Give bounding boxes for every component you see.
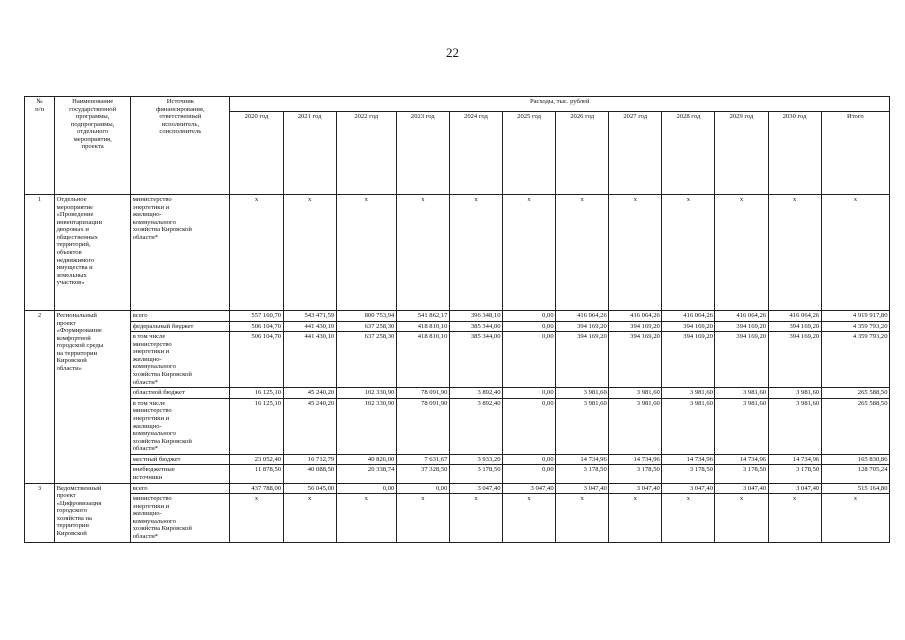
header-year: 2028 год	[662, 112, 715, 195]
value-cell: 3 047,40	[768, 483, 821, 494]
value-cell: 40 088,50	[283, 465, 336, 483]
value-cell: 0,00	[503, 332, 556, 388]
table-row	[25, 483, 890, 494]
header-year: 2029 год	[715, 112, 768, 195]
value-cell: x	[821, 494, 889, 542]
value-cell: 14 734,96	[715, 454, 768, 465]
value-cell: x	[336, 494, 396, 542]
value-cell: 16 125,10	[230, 398, 283, 454]
value-cell: 11 878,50	[230, 465, 283, 483]
value-cell: 394 169,20	[609, 321, 662, 332]
table-row	[25, 465, 890, 483]
row-source: федеральный бюджет	[131, 321, 230, 332]
value-cell: 3 047,40	[503, 483, 556, 494]
row-source: министерство энергетики и жилищно- коммунального хозяйства Кировской области*	[131, 195, 230, 311]
value-cell: 416 064,26	[609, 311, 662, 322]
value-cell: 0,00	[336, 483, 396, 494]
table-row	[25, 332, 890, 388]
value-cell: x	[768, 195, 821, 311]
value-cell: 0,00	[503, 465, 556, 483]
value-cell: 14 734,96	[768, 454, 821, 465]
value-cell: 3 981,60	[768, 398, 821, 454]
value-cell: x	[336, 195, 396, 311]
value-cell: 441 430,10	[283, 321, 336, 332]
value-cell: 14 734,96	[556, 454, 609, 465]
value-cell: 0,00	[503, 321, 556, 332]
row-number: 2	[25, 311, 55, 484]
value-cell: 3 178,50	[768, 465, 821, 483]
value-cell: 394 169,20	[662, 332, 715, 388]
value-cell: 418 810,10	[396, 321, 449, 332]
header-num: № п/п	[25, 97, 55, 195]
value-cell: 4 359 793,20	[821, 332, 889, 388]
value-cell: 3 047,40	[556, 483, 609, 494]
value-cell: x	[556, 195, 609, 311]
value-cell: x	[449, 494, 502, 542]
value-cell: 78 091,90	[396, 388, 449, 399]
value-cell: 102 330,90	[336, 398, 396, 454]
row-source: в том числе министерство энергетики и жилищно- коммунального хозяйства Кировской области*	[131, 398, 230, 454]
value-cell: 3 981,60	[768, 388, 821, 399]
value-cell: 265 588,50	[821, 398, 889, 454]
value-cell: 3 981,60	[715, 398, 768, 454]
value-cell: x	[283, 195, 336, 311]
value-cell: 45 240,20	[283, 398, 336, 454]
value-cell: 3 981,60	[609, 388, 662, 399]
value-cell: 541 862,17	[396, 311, 449, 322]
value-cell: 37 328,50	[396, 465, 449, 483]
value-cell: 3 178,50	[556, 465, 609, 483]
row-source: министерство энергетики и жилищно- коммунального хозяйства Кировской области*	[131, 494, 230, 542]
value-cell: 394 169,20	[715, 321, 768, 332]
value-cell: 3 047,40	[662, 483, 715, 494]
row-number: 3	[25, 483, 55, 542]
value-cell: 3 178,50	[715, 465, 768, 483]
value-cell: 3 981,60	[556, 398, 609, 454]
value-cell: 3 178,50	[662, 465, 715, 483]
value-cell: 437 788,00	[230, 483, 283, 494]
value-cell: 394 169,20	[556, 321, 609, 332]
row-source: всего	[131, 483, 230, 494]
header-source: Источник финансирования, ответственный исполнитель, соисполнитель	[131, 97, 230, 195]
value-cell: 14 734,96	[662, 454, 715, 465]
value-cell: 3 178,50	[449, 465, 502, 483]
value-cell: 557 160,70	[230, 311, 283, 322]
value-cell: 3 933,20	[449, 454, 502, 465]
value-cell: 385 344,00	[449, 332, 502, 388]
value-cell: 40 826,00	[336, 454, 396, 465]
value-cell: 0,00	[503, 388, 556, 399]
value-cell: 416 064,26	[556, 311, 609, 322]
value-cell: 3 981,60	[609, 398, 662, 454]
value-cell: 394 169,20	[768, 321, 821, 332]
value-cell: 394 169,20	[662, 321, 715, 332]
table-row	[25, 321, 890, 332]
value-cell: 3 981,60	[662, 398, 715, 454]
value-cell: 23 052,40	[230, 454, 283, 465]
value-cell: 3 047,40	[715, 483, 768, 494]
header-total: Итого	[821, 112, 889, 195]
value-cell: x	[715, 494, 768, 542]
value-cell: 416 064,26	[662, 311, 715, 322]
page-number: 22	[446, 45, 459, 60]
value-cell: 416 064,26	[715, 311, 768, 322]
table-row	[25, 311, 890, 322]
row-source: областной бюджет	[131, 388, 230, 399]
value-cell: 56 045,00	[283, 483, 336, 494]
value-cell: 441 430,10	[283, 332, 336, 388]
value-cell: x	[503, 494, 556, 542]
value-cell: 20 338,74	[336, 465, 396, 483]
value-cell: 102 330,90	[336, 388, 396, 399]
value-cell: x	[503, 195, 556, 311]
header-year: 2030 год	[768, 112, 821, 195]
value-cell: 3 892,40	[449, 388, 502, 399]
table-row	[25, 454, 890, 465]
value-cell: 3 981,60	[715, 388, 768, 399]
value-cell: 416 064,26	[768, 311, 821, 322]
row-name: Региональный проект «Формирование комфортной городской среды на территории Кировской области»	[55, 311, 131, 484]
value-cell: 637 258,30	[336, 321, 396, 332]
value-cell: 394 169,20	[609, 332, 662, 388]
value-cell: 3 178,50	[609, 465, 662, 483]
row-source: внебюджетные источники	[131, 465, 230, 483]
value-cell: 515 164,80	[821, 483, 889, 494]
value-cell: 4 919 917,80	[821, 311, 889, 322]
value-cell: 128 705,24	[821, 465, 889, 483]
value-cell: 396 348,10	[449, 311, 502, 322]
table-row	[25, 388, 890, 399]
table-row	[25, 195, 890, 311]
value-cell: x	[230, 195, 283, 311]
value-cell: 394 169,20	[556, 332, 609, 388]
value-cell: x	[396, 494, 449, 542]
value-cell: x	[715, 195, 768, 311]
value-cell: 385 344,00	[449, 321, 502, 332]
value-cell: x	[609, 494, 662, 542]
header-year: 2023 год	[396, 112, 449, 195]
value-cell: 418 810,10	[396, 332, 449, 388]
value-cell: 14 734,96	[609, 454, 662, 465]
value-cell: 543 471,59	[283, 311, 336, 322]
value-cell: 7 631,67	[396, 454, 449, 465]
value-cell: x	[609, 195, 662, 311]
value-cell: 800 753,94	[336, 311, 396, 322]
value-cell: x	[662, 195, 715, 311]
row-number: 1	[25, 195, 55, 311]
value-cell: 0,00	[396, 483, 449, 494]
value-cell: 3 047,40	[449, 483, 502, 494]
value-cell: 78 091,90	[396, 398, 449, 454]
header-name: Наименование государственной программы, подпрограммы, отдельного мероприятия, проекта	[55, 97, 131, 195]
header-year: 2026 год	[556, 112, 609, 195]
header-expenses: Расходы, тыс. рублей	[230, 97, 890, 112]
value-cell: 0,00	[503, 311, 556, 322]
row-name: Ведомственный проект «Цифровизация городского хозяйства на территории Кировской	[55, 483, 131, 542]
header-year: 2024 год	[449, 112, 502, 195]
value-cell: 16 125,10	[230, 388, 283, 399]
header-year: 2021 год	[283, 112, 336, 195]
table-row	[25, 494, 890, 542]
header-year: 2027 год	[609, 112, 662, 195]
value-cell: x	[396, 195, 449, 311]
value-cell: x	[230, 494, 283, 542]
header-year: 2025 год	[503, 112, 556, 195]
value-cell: 3 981,60	[662, 388, 715, 399]
value-cell: 265 588,50	[821, 388, 889, 399]
value-cell: 394 169,20	[715, 332, 768, 388]
value-cell: x	[283, 494, 336, 542]
budget-table	[24, 96, 890, 543]
value-cell: x	[768, 494, 821, 542]
value-cell: 3 892,40	[449, 398, 502, 454]
value-cell: 506 104,70	[230, 332, 283, 388]
header-year: 2022 год	[336, 112, 396, 195]
value-cell: 165 830,86	[821, 454, 889, 465]
value-cell: 3 047,40	[609, 483, 662, 494]
row-name: Отдельное мероприятие «Проведение инвентаризации дворовых и общественных территорий, объектов недвижимого имущества и земельных участков»	[55, 195, 131, 311]
value-cell: 0,00	[503, 454, 556, 465]
value-cell: x	[556, 494, 609, 542]
table-row	[25, 398, 890, 454]
value-cell: x	[821, 195, 889, 311]
value-cell: 506 104,70	[230, 321, 283, 332]
value-cell: 45 240,20	[283, 388, 336, 399]
value-cell: 3 981,60	[556, 388, 609, 399]
value-cell: 4 359 793,20	[821, 321, 889, 332]
value-cell: 0,00	[503, 398, 556, 454]
value-cell: x	[449, 195, 502, 311]
value-cell: 637 258,30	[336, 332, 396, 388]
row-source: в том числе министерство энергетики и жилищно- коммунального хозяйства Кировской области*	[131, 332, 230, 388]
row-source: всего	[131, 311, 230, 322]
value-cell: x	[662, 494, 715, 542]
header-year: 2020 год	[230, 112, 283, 195]
value-cell: 16 712,79	[283, 454, 336, 465]
row-source: местный бюджет	[131, 454, 230, 465]
value-cell: 394 169,20	[768, 332, 821, 388]
